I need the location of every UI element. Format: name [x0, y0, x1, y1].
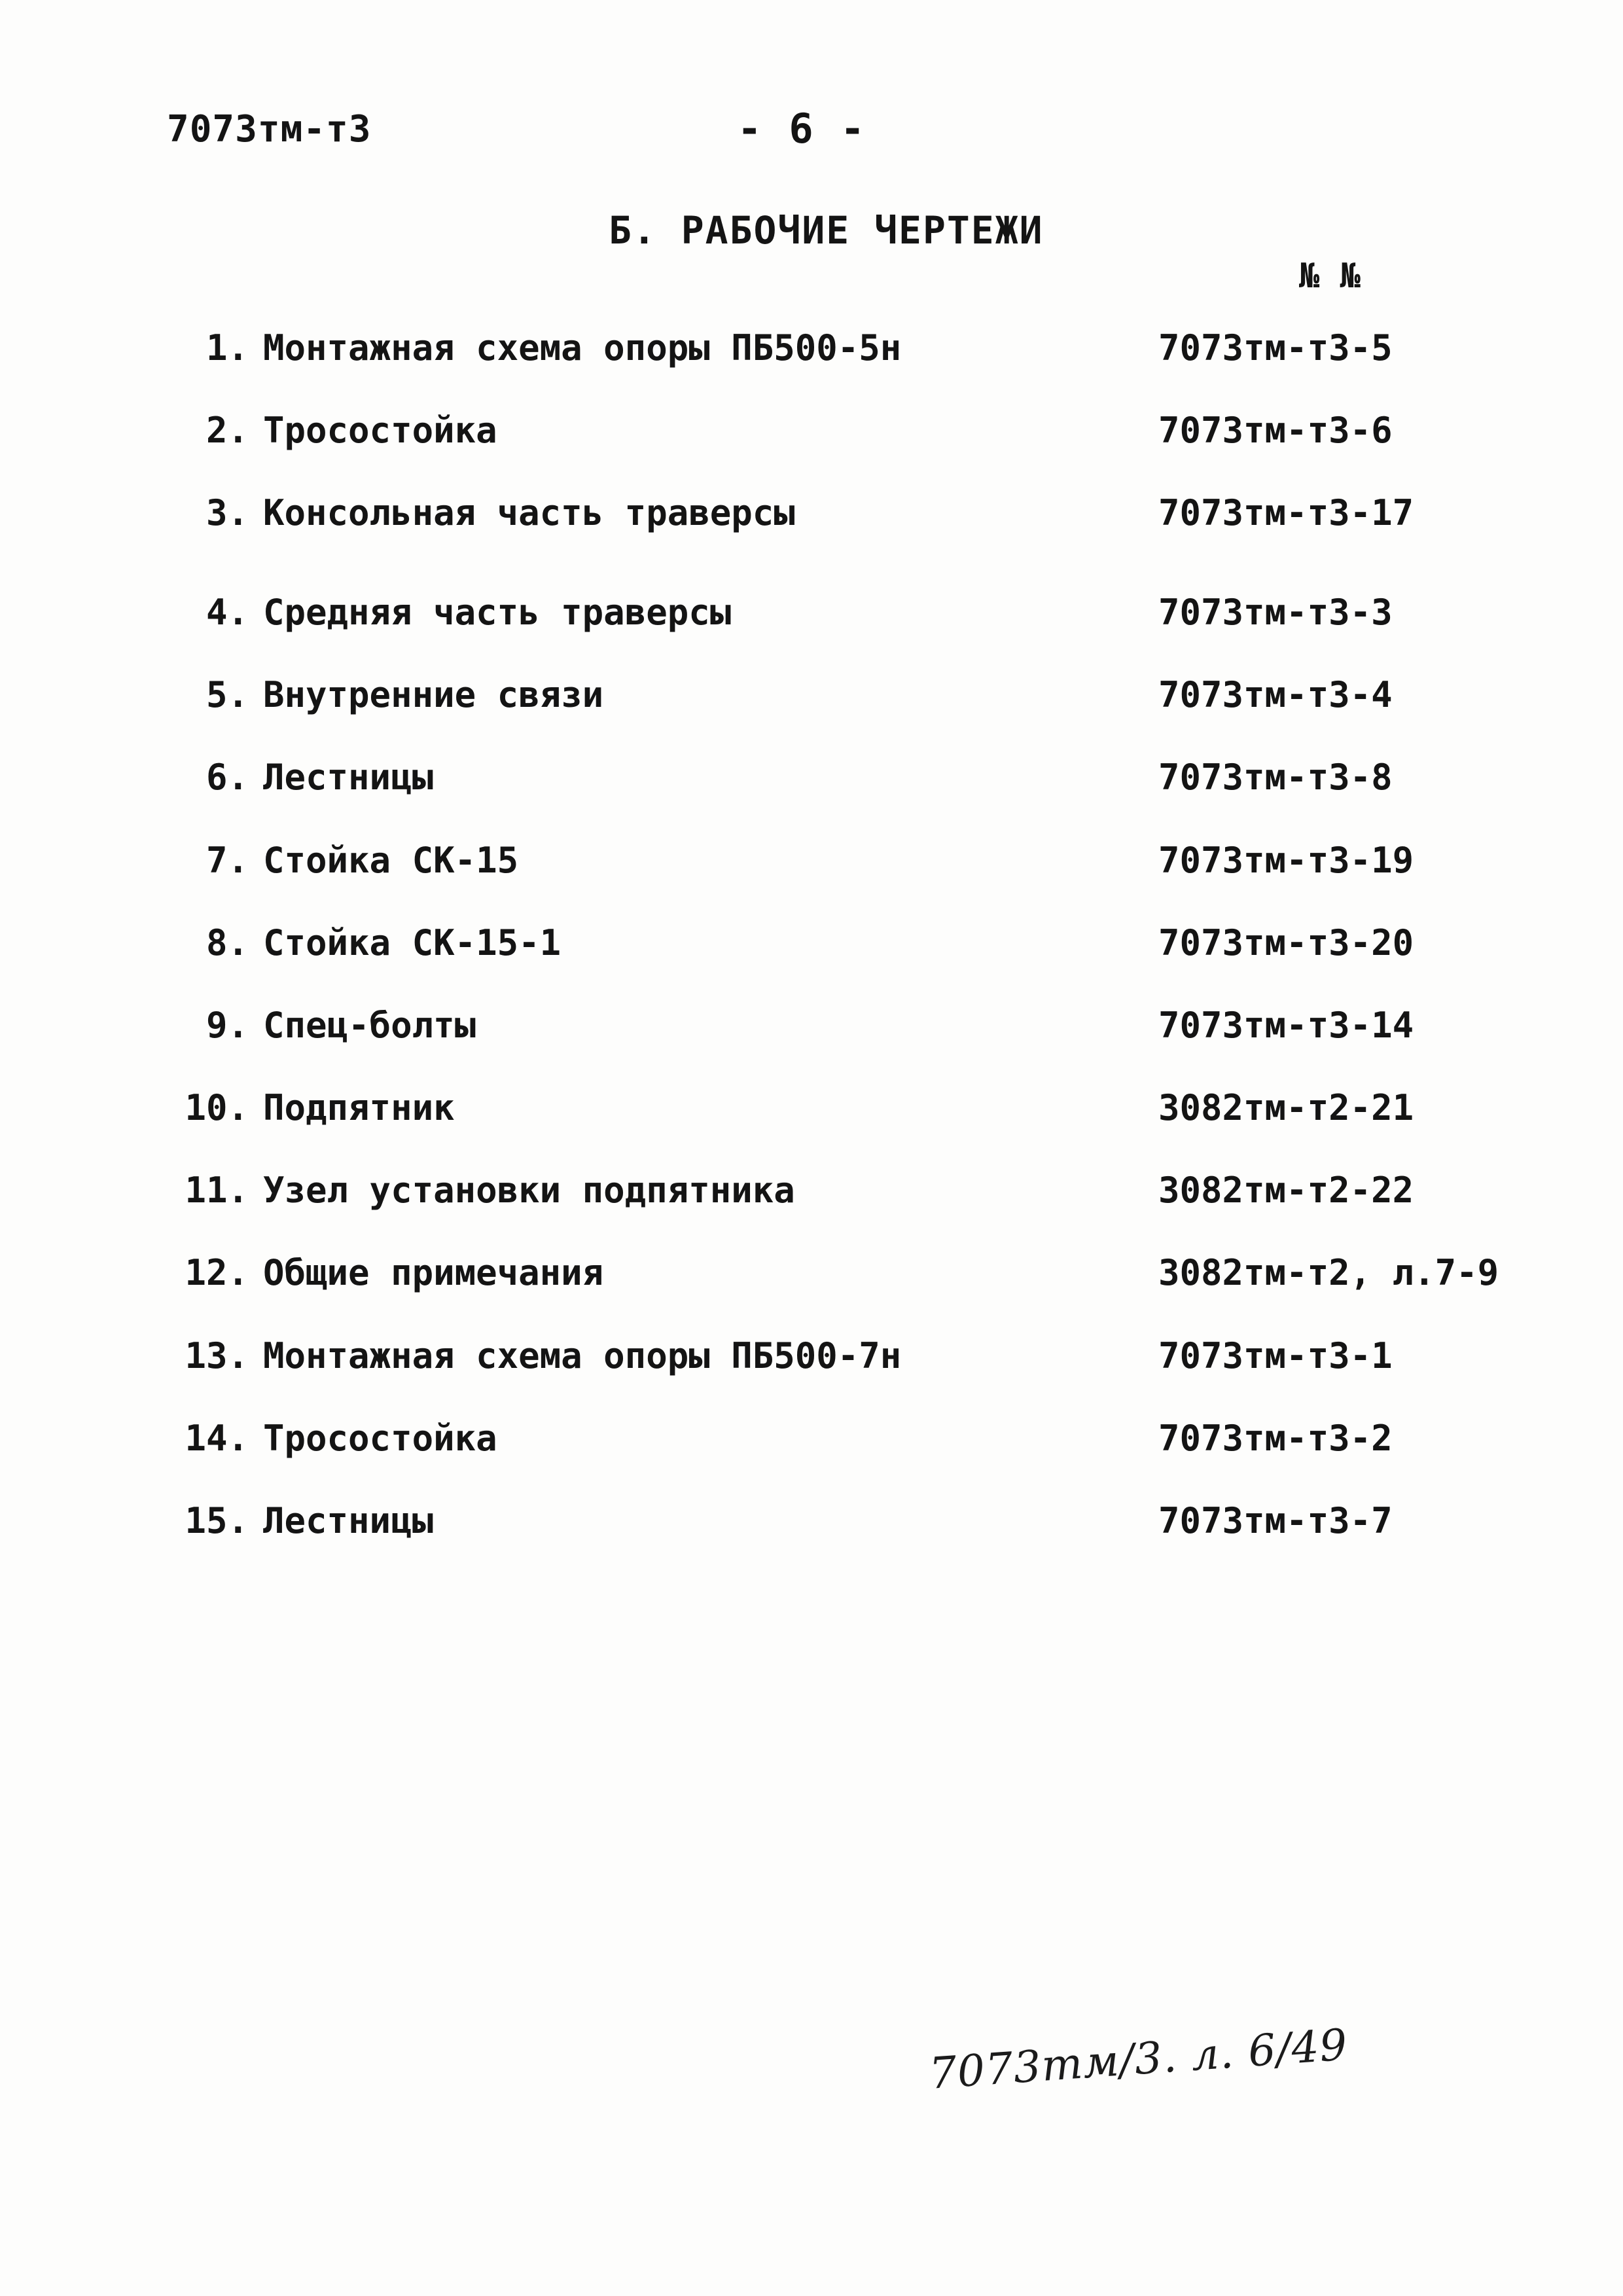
item-name: Внутренние связи — [263, 674, 604, 715]
item-number: 4. — [205, 592, 249, 633]
list-item — [0, 922, 1623, 975]
item-number: 8. — [205, 922, 249, 963]
section-title: Б. РАБОЧИЕ ЧЕРТЕЖИ — [609, 208, 1044, 253]
item-number: 13. — [185, 1335, 249, 1376]
item-code: 3082тм-т2-22 — [1158, 1170, 1414, 1211]
item-code: 7073тм-т3-6 — [1158, 410, 1393, 451]
document-code: 7073тм-т3 — [167, 108, 372, 151]
item-name: Спец-болты — [263, 1005, 476, 1046]
item-number: 9. — [205, 1005, 249, 1046]
item-name: Стойка СК-15 — [263, 840, 519, 881]
item-code: 3082тм-т2-21 — [1158, 1087, 1414, 1128]
item-code: 3082тм-т2, л.7-9 — [1158, 1252, 1499, 1293]
item-code: 7073тм-т3-5 — [1158, 327, 1393, 368]
list-item — [0, 757, 1623, 809]
list-item — [0, 674, 1623, 726]
item-name: Монтажная схема опоры ПБ500-7н — [263, 1335, 902, 1376]
item-number: 14. — [185, 1418, 249, 1459]
item-number: 2. — [205, 410, 249, 451]
list-item — [0, 1087, 1623, 1139]
item-code: 7073тм-т3-20 — [1158, 922, 1414, 963]
item-name: Монтажная схема опоры ПБ500-5н — [263, 327, 902, 368]
item-code: 7073тм-т3-4 — [1158, 674, 1393, 715]
item-number: 15. — [185, 1500, 249, 1541]
item-code: 7073тм-т3-1 — [1158, 1335, 1393, 1376]
list-item — [0, 1252, 1623, 1304]
page-number: - 6 - — [737, 105, 866, 152]
item-number: 10. — [185, 1087, 249, 1128]
list-item — [0, 1170, 1623, 1222]
item-number: 1. — [205, 327, 249, 368]
list-item — [0, 840, 1623, 892]
list-item — [0, 410, 1623, 462]
item-code: 7073тм-т3-19 — [1158, 840, 1414, 881]
list-item — [0, 592, 1623, 644]
item-name: Узел установки подпятника — [263, 1170, 795, 1211]
item-code: 7073тм-т3-14 — [1158, 1005, 1414, 1046]
item-name: Консольная часть траверсы — [263, 492, 795, 533]
item-code: 7073тм-т3-3 — [1158, 592, 1393, 633]
item-name: Тросостойка — [263, 1418, 497, 1459]
item-name: Подпятник — [263, 1087, 455, 1128]
item-number: 6. — [205, 757, 249, 798]
item-number: 7. — [205, 840, 249, 881]
list-item — [0, 492, 1623, 545]
item-name: Лестницы — [263, 757, 434, 798]
list-item — [0, 1500, 1623, 1552]
list-item — [0, 1418, 1623, 1470]
item-code: 7073тм-т3-17 — [1158, 492, 1414, 533]
list-item — [0, 327, 1623, 380]
item-code: 7073тм-т3-7 — [1158, 1500, 1393, 1541]
item-name: Общие примечания — [263, 1252, 604, 1293]
item-number: 5. — [205, 674, 249, 715]
item-name: Тросостойка — [263, 410, 497, 451]
column-header-numbers: № № — [1299, 257, 1361, 296]
item-number: 12. — [185, 1252, 249, 1293]
item-number: 3. — [205, 492, 249, 533]
item-name: Стойка СК-15-1 — [263, 922, 562, 963]
list-item — [0, 1005, 1623, 1057]
item-code: 7073тм-т3-2 — [1158, 1418, 1393, 1459]
item-name: Лестницы — [263, 1500, 434, 1541]
item-number: 11. — [185, 1170, 249, 1211]
list-item — [0, 1335, 1623, 1388]
item-code: 7073тм-т3-8 — [1158, 757, 1393, 798]
handwritten-inventory-note: 7073тм/3. л. 6/49 — [927, 2019, 1349, 2099]
item-name: Средняя часть траверсы — [263, 592, 732, 633]
